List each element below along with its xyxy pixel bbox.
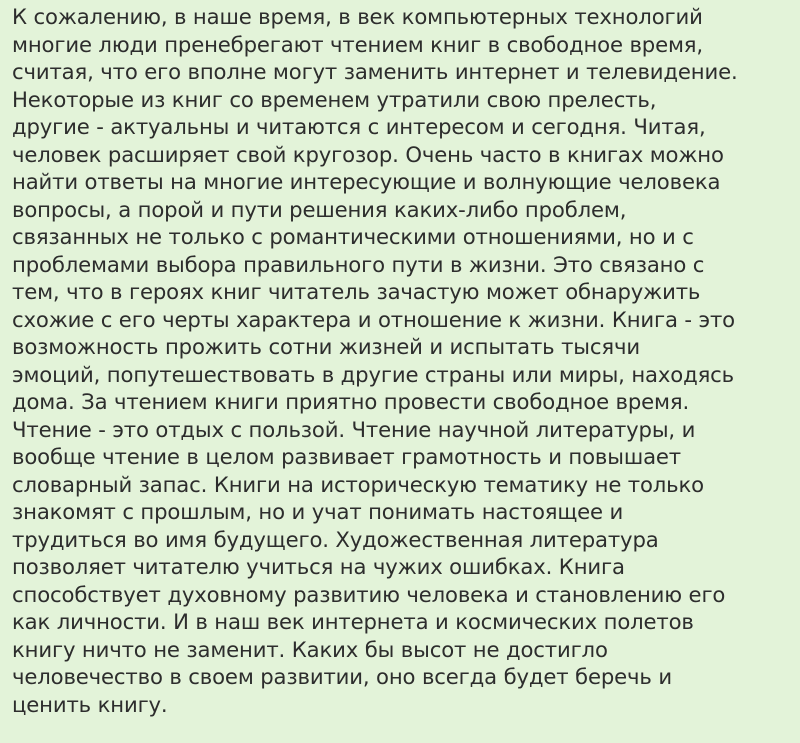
text-line: возможность прожить сотни жизней и испытать тысячи — [12, 334, 640, 359]
text-line: тем, что в героях книг читатель зачастую может обнаружить — [12, 279, 701, 304]
text-line: схожие с его черты характера и отношение к жизни. Книга - это — [12, 306, 735, 332]
text-line: человечество в своем развитии, оно всегда будет беречь и — [12, 664, 672, 689]
text-line: трудиться во имя будущего. Художественная литература — [12, 526, 659, 552]
text-line: многие люди пренебрегают чтением книг в свободное время, — [12, 31, 703, 57]
text-line: найти ответы на многие интересующие и волнующие человека — [12, 169, 721, 194]
text-line: знакомят с прошлым, но и учат понимать настоящее и — [12, 499, 624, 524]
text-line: способствует духовному развитию человека и становлению его — [12, 581, 726, 607]
text-line: позволяет читателю учиться на чужих ошибках. Книга — [12, 554, 625, 579]
text-line: как личности. И в наш век интернета и космических полетов — [12, 609, 694, 634]
text-line: Некоторые из книг со временем утратили свою прелесть, — [12, 86, 657, 112]
text-line: считая, что его вполне могут заменить интернет и телевидение. — [12, 59, 738, 84]
text-line: словарный запас. Книги на историческую тематику не только — [12, 471, 704, 497]
essay-paragraph — [12, 3, 790, 718]
text-line: К сожалению, в наше время, в век компьютерных технологий — [12, 4, 703, 29]
text-line: дома. За чтением книги приятно провести свободное время. — [12, 389, 690, 414]
text-line: вопросы, а порой и пути решения каких-либо проблем, — [12, 196, 627, 222]
text-line: другие - актуальны и читаются с интересом и сегодня. Читая, — [12, 114, 706, 139]
text-line: книгу ничто не заменит. Каких бы высот не достигло — [12, 636, 608, 662]
text-line: проблемами выбора правильного пути в жизни. Это связано с — [12, 251, 705, 277]
text-line: Чтение - это отдых с пользой. Чтение научной литературы, и — [12, 416, 696, 442]
text-line: ценить книгу. — [12, 691, 168, 717]
text-line: человек расширяет свой кругозор. Очень часто в книгах можно — [12, 141, 724, 167]
text-line: связанных не только с романтическими отношениями, но и с — [12, 224, 694, 249]
text-line: эмоций, попутешествовать в другие страны или миры, находясь — [12, 361, 734, 387]
text-line: вообще чтение в целом развивает грамотность и повышает — [12, 444, 682, 469]
